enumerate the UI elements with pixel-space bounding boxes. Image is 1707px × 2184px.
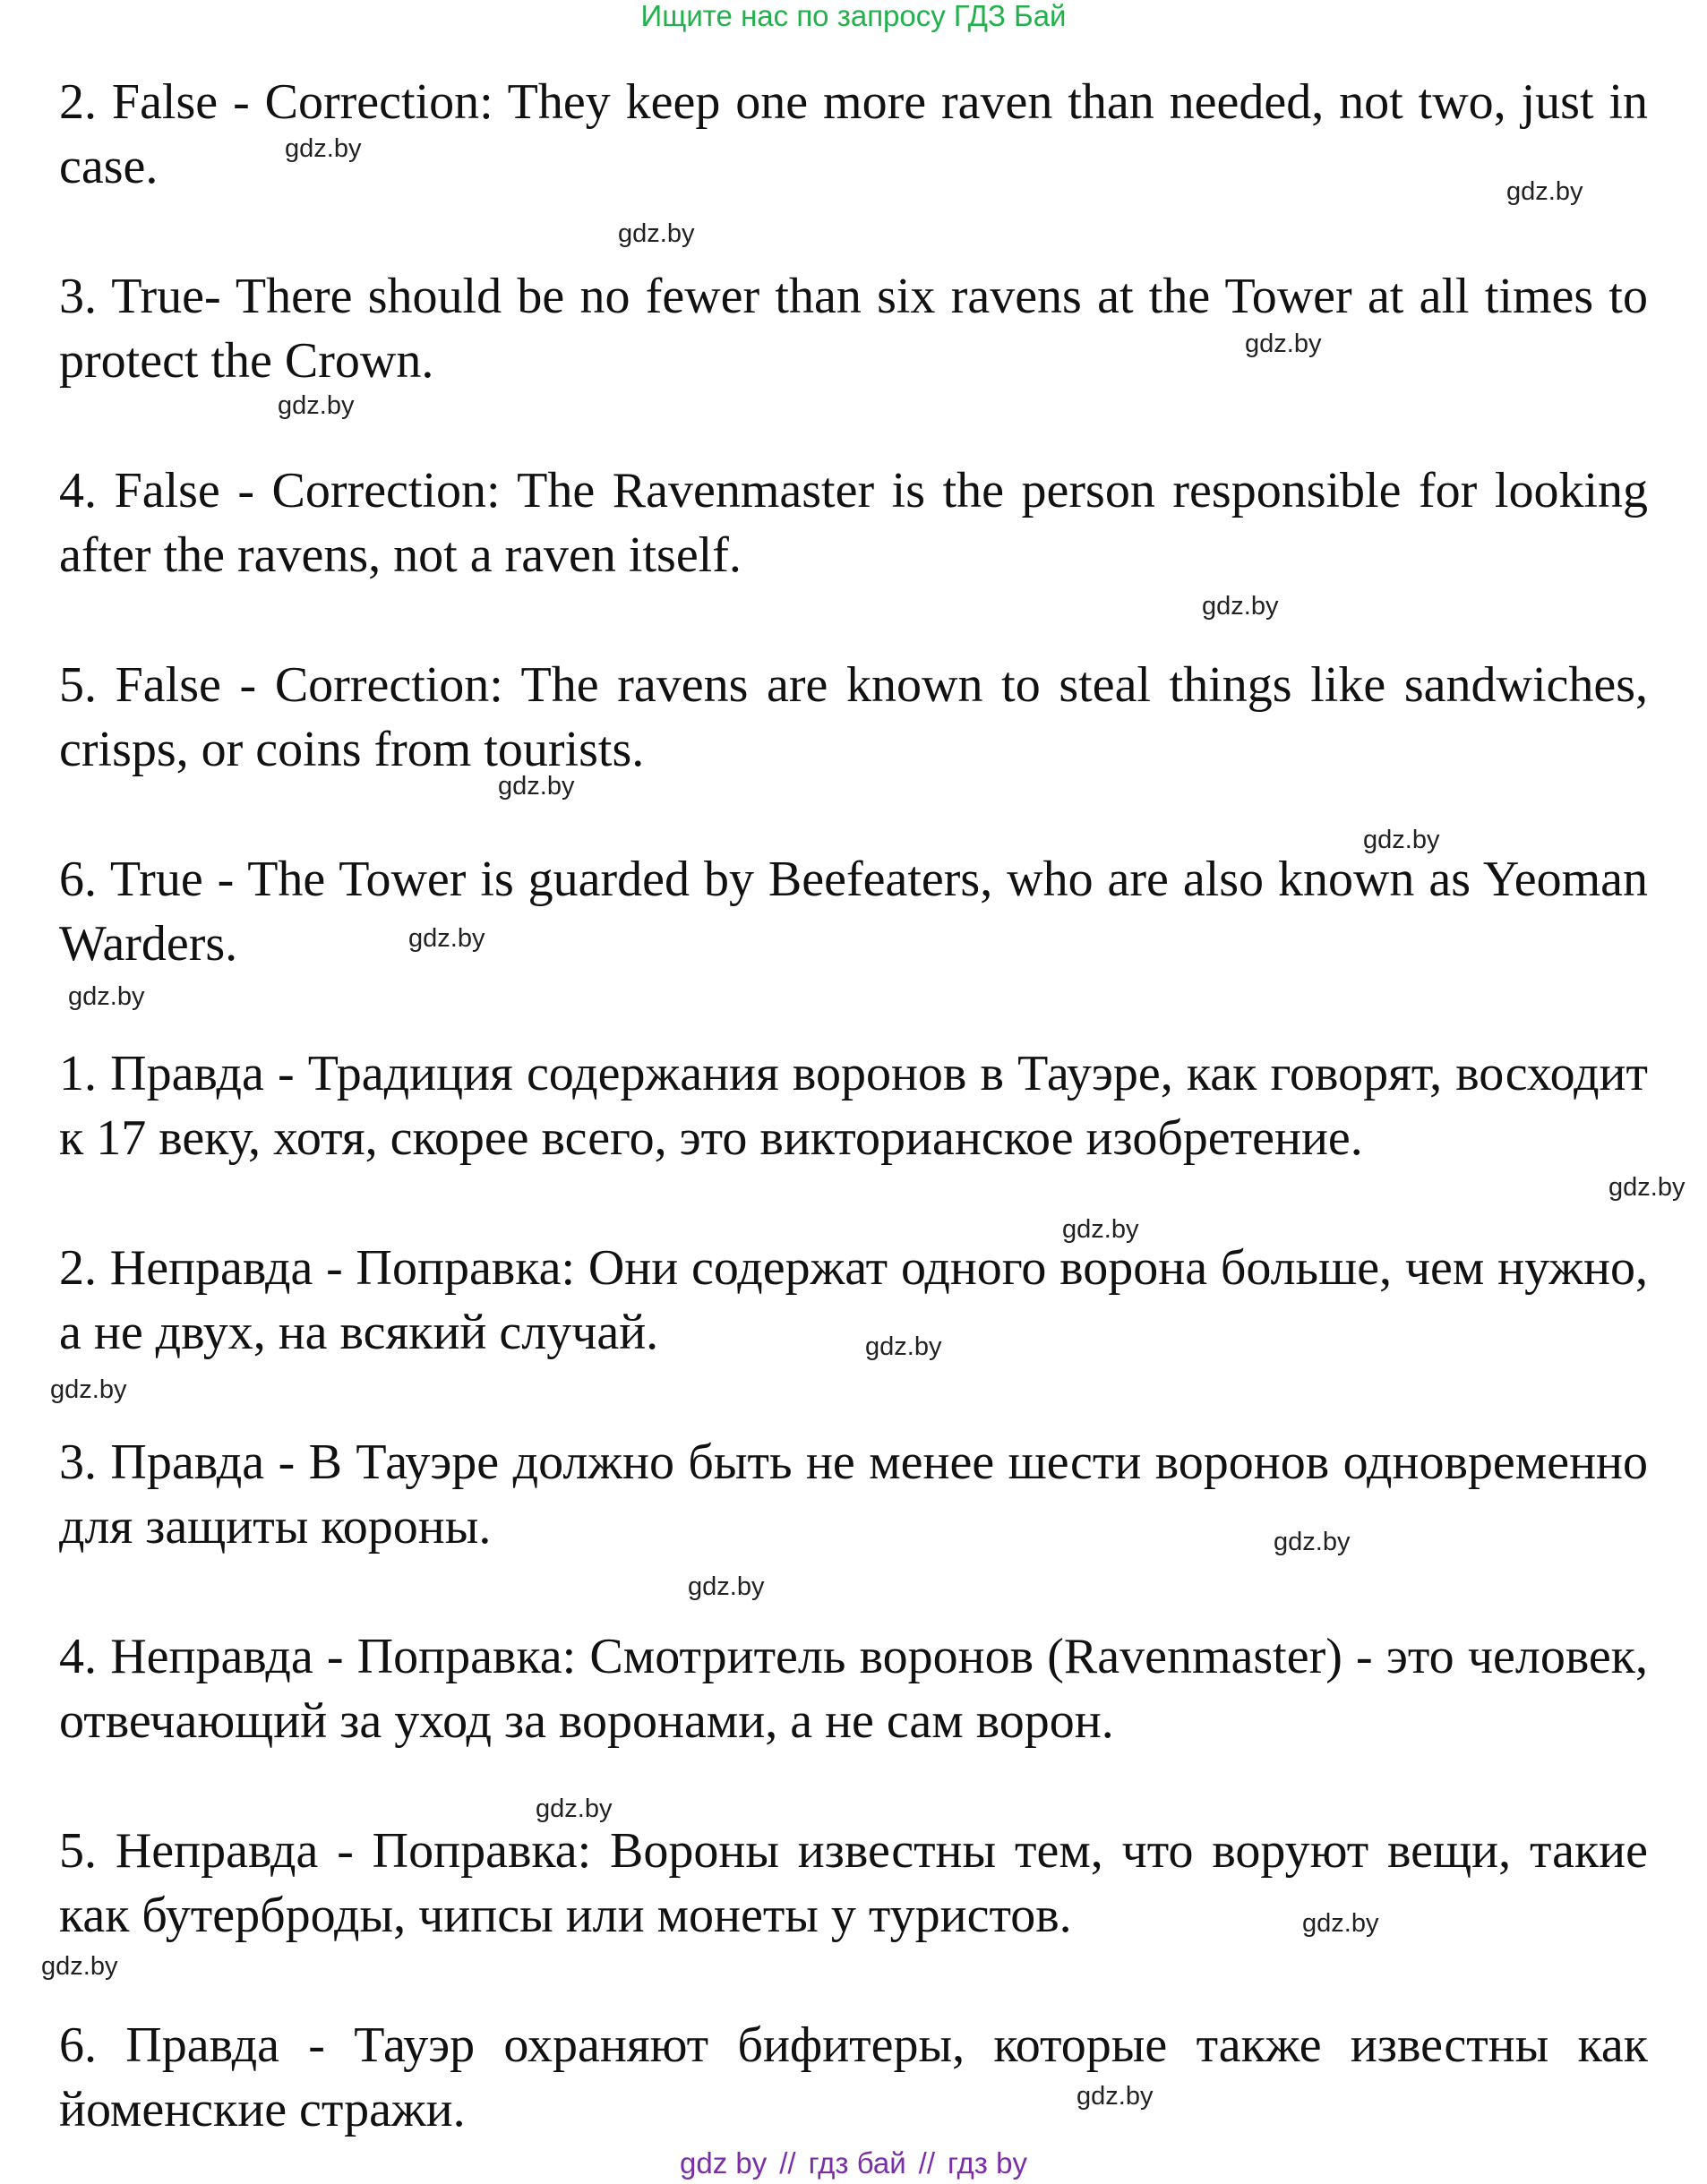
- answer-en-2: 2. False - Correction: They keep one more raven than needed, not two, just in case.: [59, 74, 1648, 194]
- answer-en-6: 6. True - The Tower is guarded by Beefeaters, who are also known as Yeoman Warders.: [59, 852, 1648, 972]
- watermark: gdz.by: [41, 1952, 118, 1981]
- watermark: gdz.by: [688, 1572, 765, 1601]
- watermark: gdz.by: [408, 924, 485, 953]
- watermark: gdz.by: [1077, 2082, 1154, 2111]
- answer-en-4: 4. False - Correction: The Ravenmaster is the person responsible for looking after the ravens, not a raven itself.: [59, 463, 1648, 583]
- watermark: gdz.by: [50, 1375, 127, 1404]
- site-banner: Ищите нас по запросу ГДЗ Бай: [640, 0, 1067, 32]
- watermark: gdz.by: [618, 219, 695, 248]
- watermark: gdz.by: [1506, 177, 1583, 206]
- answer-ru-2: 2. Неправда - Поправка: Они содержат одного ворона больше, чем нужно, а не двух, на всякий случай.: [59, 1240, 1648, 1360]
- watermark: gdz.by: [536, 1794, 613, 1823]
- watermark: gdz.by: [1062, 1215, 1139, 1244]
- watermark: gdz.by: [1608, 1173, 1686, 1202]
- watermark: gdz.by: [1202, 592, 1279, 621]
- footer-link-gdz-bai[interactable]: гдз бай: [808, 2146, 906, 2180]
- answer-en-5: 5. False - Correction: The ravens are known to steal things like sandwiches, crisps, or coins from tourists.: [59, 657, 1648, 777]
- watermark: gdz.by: [1363, 826, 1440, 854]
- footer-links: [0, 2147, 1707, 2180]
- watermark: gdz.by: [285, 134, 362, 163]
- watermark: gdz.by: [498, 772, 575, 801]
- watermark: gdz.by: [1302, 1909, 1379, 1938]
- answer-ru-4: 4. Неправда - Поправка: Смотритель воронов (Ravenmaster) - это человек, отвечающий за уход за воронами, а не сам ворон.: [59, 1629, 1648, 1749]
- watermark: gdz.by: [1274, 1528, 1351, 1556]
- answer-ru-5: 5. Неправда - Поправка: Вороны известны тем, что воруют вещи, такие как бутерброды, чипсы или монеты у туристов.: [59, 1823, 1648, 1943]
- answer-ru-3: 3. Правда - В Тауэре должно быть не менее шести воронов одновременно для защиты короны.: [59, 1435, 1648, 1554]
- footer-link-gdz-by[interactable]: gdz by: [680, 2146, 768, 2180]
- footer-separator: //: [918, 2146, 935, 2180]
- answer-en-3: 3. True- There should be no fewer than six ravens at the Tower at all times to protect the Crown.: [59, 269, 1648, 389]
- watermark: gdz.by: [865, 1332, 942, 1361]
- footer-separator: //: [779, 2146, 796, 2180]
- footer-link-gdz-by-cyr[interactable]: гдз by: [948, 2146, 1027, 2180]
- watermark: gdz.by: [1245, 330, 1322, 358]
- answer-ru-6: 6. Правда - Тауэр охраняют бифитеры, которые также известны как йоменские стражи.: [59, 2017, 1648, 2137]
- answer-ru-1: 1. Правда - Традиция содержания воронов в Тауэре, как говорят, восходит к 17 веку, хотя, скорее всего, это викторианское изобретение.: [59, 1046, 1648, 1166]
- watermark: gdz.by: [278, 391, 355, 420]
- watermark: gdz.by: [68, 982, 145, 1011]
